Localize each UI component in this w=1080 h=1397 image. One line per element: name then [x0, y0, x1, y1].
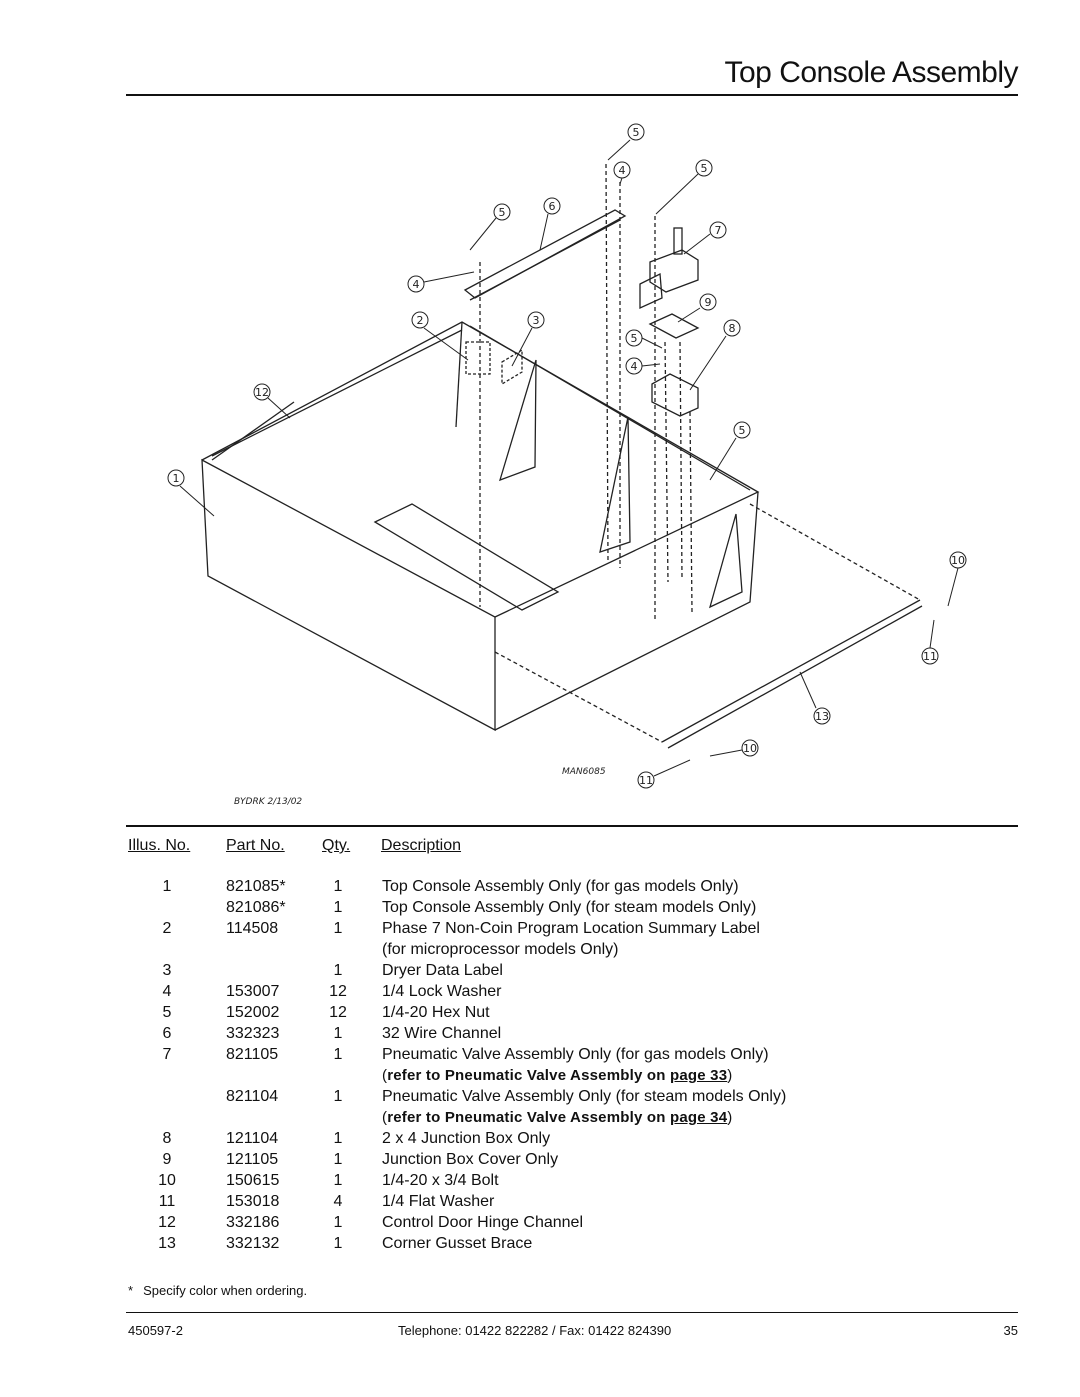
parts-row: (for microprocessor models Only) [382, 941, 619, 958]
svg-text:4: 4 [412, 278, 420, 291]
page-33-link[interactable]: page 33 [670, 1067, 728, 1084]
pneumatic-valve [650, 250, 698, 292]
callout-5e [710, 422, 750, 480]
callout-13 [800, 672, 830, 724]
svg-text:5: 5 [630, 332, 638, 345]
parts-row: 9 121105 1 Junction Box Cover Only [162, 1151, 559, 1168]
svg-text:9: 9 [704, 296, 712, 309]
console-back-edge [456, 322, 462, 427]
svg-text:5: 5 [700, 162, 708, 175]
gusset-left [500, 360, 536, 480]
col-header-desc: Description [381, 837, 462, 854]
parts-row: 11 153018 4 1/4 Flat Washer [158, 1193, 495, 1210]
svg-text:13: 13 [815, 710, 829, 723]
page-number: 35 [1003, 1323, 1018, 1338]
svg-text:8: 8 [728, 322, 736, 335]
callout-9 [678, 294, 716, 322]
parts-row: 12 332186 1 Control Door Hinge Channel [158, 1214, 583, 1231]
callout-11b [638, 760, 690, 788]
page-34-link[interactable]: page 34 [670, 1109, 728, 1126]
svg-text:11: 11 [923, 650, 937, 663]
svg-text:4: 4 [618, 164, 626, 177]
footnote: * Specify color when ordering. [128, 1283, 308, 1298]
col-header-qty: Qty. [322, 837, 351, 854]
svg-text:5: 5 [738, 424, 746, 437]
junction-box-cover [650, 314, 698, 338]
svg-text:6: 6 [548, 200, 556, 213]
parts-row-reference: (refer to Pneumatic Valve Assembly on page 33) [382, 1067, 733, 1084]
parts-row: 10 150615 1 1/4-20 x 3/4 Bolt [158, 1172, 499, 1189]
gusset-right [600, 417, 630, 552]
svg-text:3: 3 [532, 314, 540, 327]
parts-row: 3 1 Dryer Data Label [162, 962, 503, 979]
page-title: Top Console Assembly [724, 56, 1018, 89]
col-header-illus: Illus. No. [128, 837, 191, 854]
table-divider [126, 825, 1018, 827]
parts-row: 6 332323 1 32 Wire Channel [162, 1025, 502, 1042]
exploded-parts-diagram [150, 112, 990, 812]
svg-text:2: 2 [416, 314, 424, 327]
svg-text:4: 4 [630, 360, 638, 373]
footer-divider [126, 1312, 1018, 1313]
parts-row: 821086* 1 Top Console Assembly Only (for steam models Only) [226, 899, 757, 916]
reference-text: refer to Pneumatic Valve Assembly on [387, 1109, 666, 1126]
drawing-id: MAN6085 [562, 767, 606, 777]
col-header-part: Part No. [226, 837, 285, 854]
callout-7 [684, 222, 726, 254]
svg-text:1: 1 [172, 472, 180, 485]
junction-box [652, 374, 698, 416]
callout-12 [254, 384, 290, 418]
parts-row: 4 153007 12 1/4 Lock Washer [162, 983, 502, 1000]
drafter-note: BYDRK 2/13/02 [234, 797, 303, 807]
parts-row: 13 332132 1 Corner Gusset Brace [158, 1235, 533, 1252]
contact-info: Telephone: 01422 822282 / Fax: 01422 824390 [398, 1323, 672, 1338]
callout-5a [608, 124, 644, 160]
callout-5d [626, 330, 662, 348]
parts-row: 821104 1 Pneumatic Valve Assembly Only (for steam models Only) [226, 1088, 787, 1105]
callout-8 [690, 320, 740, 390]
callout-3 [512, 312, 544, 366]
parts-row: 2 114508 1 Phase 7 Non-Coin Program Location Summary Label [162, 920, 760, 937]
callout-4a [408, 272, 474, 292]
callout-1 [168, 470, 214, 516]
svg-text:10: 10 [743, 742, 757, 755]
label-2-outline [466, 342, 490, 374]
svg-text:5: 5 [498, 206, 506, 219]
callout-5c [470, 204, 510, 250]
callout-10a [948, 552, 966, 606]
wire-channel [465, 210, 625, 298]
callout-11a [922, 620, 938, 664]
svg-text:5: 5 [632, 126, 640, 139]
parts-list [0, 878, 1080, 1256]
parts-row: 5 152002 12 1/4-20 Hex Nut [162, 1004, 490, 1021]
console-front-panel [202, 460, 495, 730]
callout-4b [614, 162, 630, 184]
callout-10b [710, 740, 758, 756]
console-right-edge [495, 492, 758, 730]
parts-row-reference: (refer to Pneumatic Valve Assembly on page 34) [382, 1109, 733, 1126]
corner-gusset-brace [662, 600, 920, 742]
svg-text:7: 7 [714, 224, 722, 237]
svg-text:10: 10 [951, 554, 965, 567]
callout-5b [656, 160, 712, 214]
reference-text: refer to Pneumatic Valve Assembly on [387, 1067, 666, 1084]
svg-text:12: 12 [255, 386, 269, 399]
floor-opening [375, 504, 558, 610]
title-divider [126, 94, 1018, 96]
doc-number: 450597-2 [128, 1323, 183, 1338]
svg-text:11: 11 [639, 774, 653, 787]
callout-6 [540, 198, 560, 250]
parts-row: 1 821085* 1 Top Console Assembly Only (for gas models Only) [162, 878, 739, 895]
parts-row: 8 121104 1 2 x 4 Junction Box Only [162, 1130, 551, 1147]
parts-row: 7 821105 1 Pneumatic Valve Assembly Only (for gas models Only) [162, 1046, 769, 1063]
